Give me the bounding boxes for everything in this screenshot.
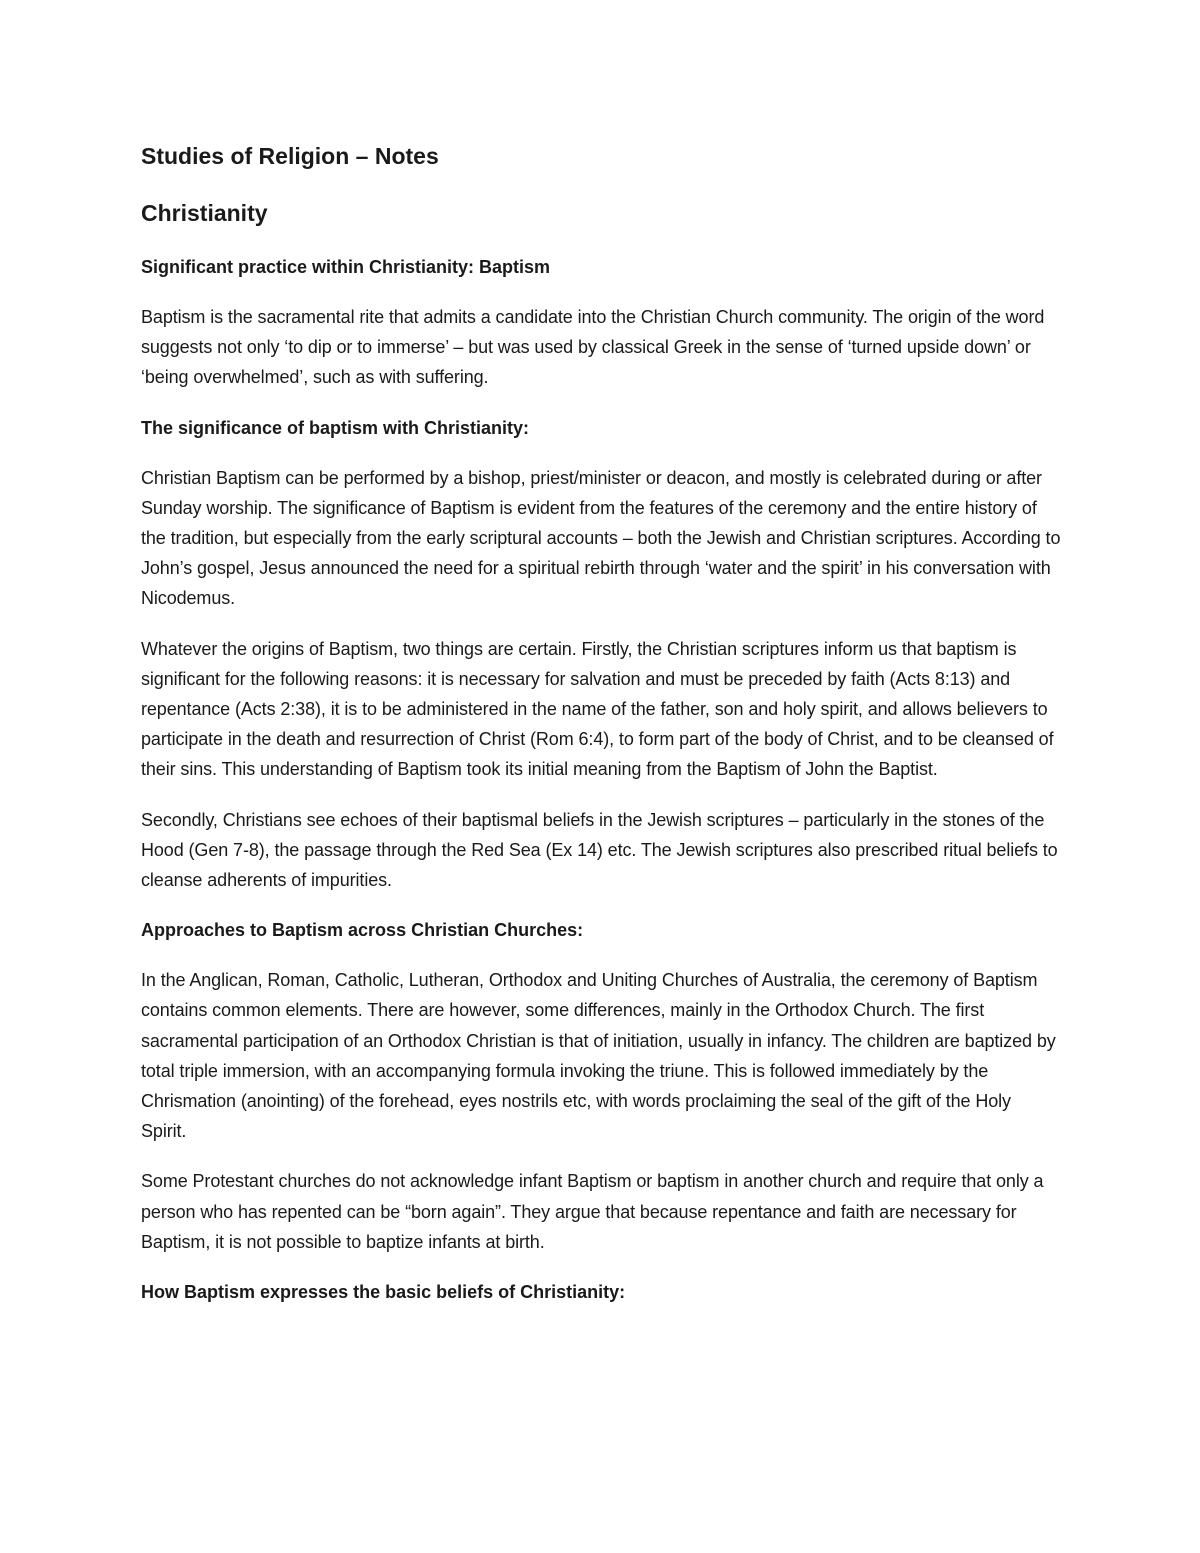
paragraph: In the Anglican, Roman, Catholic, Lutheran, Orthodox and Uniting Churches of Australia, the ceremony of Baptism contains common elements. There are however, some differences, mainly in the Orthodox Church. The first sacramental participation of an Orthodox Christian is that of initiation, usually in infancy. The children are baptized by total triple immersion, with an accompanying formula invoking the triune. This is followed immediately by the Chrismation (anointing) of the forehead, eyes nostrils etc, with words proclaiming the seal of the gift of the Holy Spirit. bbox=[141, 970, 1056, 1142]
section-heading: Approaches to Baptism across Christian Churches: bbox=[141, 920, 584, 941]
paragraph: Secondly, Christians see echoes of their baptismal beliefs in the Jewish scriptures – particularly in the stones of the Hood (Gen 7-8), the passage through the Red Sea (Ex 14) etc. The Jewish scriptures also prescribed ritual beliefs to cleanse adherents of impurities. bbox=[141, 809, 1058, 891]
section-heading: The significance of baptism with Christianity: bbox=[141, 417, 530, 438]
paragraph: Some Protestant churches do not acknowledge infant Baptism or baptism in another church and require that only a person who has repented can be “born again”. They argue that because repentance and faith are necessary for Baptism, it is not possible to baptize infants at birth. bbox=[141, 1171, 1044, 1252]
paragraph: Christian Baptism can be performed by a bishop, priest/minister or deacon, and mostly is celebrated during or after Sunday worship. The significance of Baptism is evident from the features of the ceremony and the entire history of the tradition, but especially from the early scriptural accounts – both the Jewish and Christian scriptures. According to John’s gospel, Jesus announced the need for a spiritual rebirth through ‘water and the spirit’ in his conversation with Nicodemus. bbox=[141, 467, 1061, 609]
paragraph: Baptism is the sacramental rite that admits a candidate into the Christian Church community. The origin of the word suggests not only ‘to dip or to immerse’ – but was used by classical Greek in the sense of ‘turned upside down’ or ‘being overwhelmed’, such as with suffering. bbox=[141, 307, 1045, 388]
section-approaches bbox=[141, 915, 1061, 1257]
section-significance bbox=[141, 413, 1061, 896]
section-baptism-practice bbox=[141, 252, 1061, 393]
paragraph: Whatever the origins of Baptism, two things are certain. Firstly, the Christian scriptures inform us that baptism is significant for the following reasons: it is necessary for salvation and must be preceded by faith (Acts 8:13) and repentance (Acts 2:38), it is to be administered in the name of the father, son and holy spirit, and allows believers to participate in the death and resurrection of Christ (Rom 6:4), to form part of the body of Christ, and to be cleansed of their sins. This understanding of Baptism took its initial meaning from the Baptism of John the Baptist. bbox=[141, 638, 1054, 780]
section-heading: Significant practice within Christianity: Baptism bbox=[141, 257, 551, 277]
section-heading: How Baptism expresses the basic beliefs of Christianity: bbox=[141, 1282, 626, 1303]
section-basic-beliefs bbox=[141, 1277, 1061, 1307]
document-title: Studies of Religion – Notes bbox=[141, 143, 439, 169]
document-subtitle: Christianity bbox=[141, 200, 268, 226]
document-page bbox=[141, 138, 1061, 1327]
